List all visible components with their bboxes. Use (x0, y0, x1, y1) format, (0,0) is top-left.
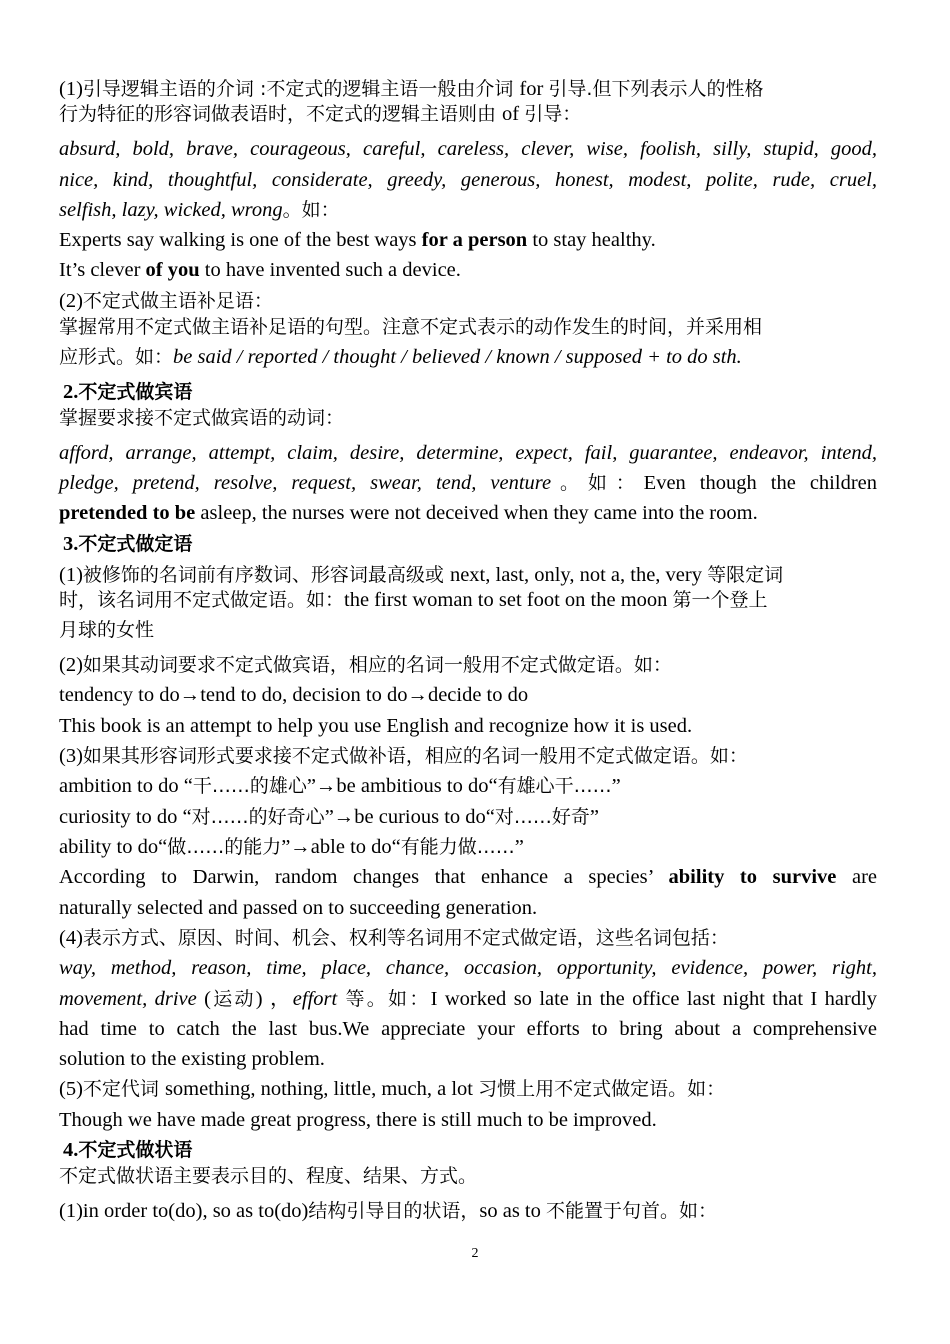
text-line: (4)表示方式、原因、时间、机会、权利等名词用不定式做定语，这些名词包括： (59, 927, 729, 949)
example-sentence: had time to catch the last bus.We appreciate your efforts to bring about a comprehensive (59, 1018, 877, 1040)
example-sentence: Though we have made great progress, there is still much to be improved. (59, 1109, 657, 1131)
example-sentence: It’s clever of you to have invented such a device. (59, 259, 461, 281)
example-sentence: Experts say walking is one of the best ways for a person to stay healthy. (59, 229, 656, 251)
text-line: pledge, pretend, resolve, request, swear, tend, venture。如：Even though the children (59, 472, 877, 494)
text-line: (5)不定代词 something, nothing, little, much, a lot 习惯上用不定式做定语。如： (59, 1078, 726, 1100)
example-sentence: According to Darwin, random changes that enhance a species’ ability to survive are (59, 866, 877, 888)
adjective-list-line: absurd, bold, brave, courageous, careful, careless, clever, wise, foolish, silly, stupid, good, (59, 138, 877, 160)
section-heading: 4.不定式做状语 (63, 1139, 193, 1161)
example-sentence: pretended to be asleep, the nurses were not deceived when they came into the room. (59, 502, 758, 524)
text-line: (2)如果其动词要求不定式做宾语，相应的名词一般用不定式做定语。如： (59, 654, 672, 676)
text-line: selfish, lazy, wicked, wrong。如： (59, 199, 340, 221)
text-line: movement, drive (运动) ，effort 等。如：I worked so late in the office last night that I hardly (59, 988, 878, 1010)
section-heading: 3.不定式做定语 (63, 533, 193, 555)
text-line: (1)in order to(do), so as to(do)结构引导目的状语，so as to 不能置于句首。如： (59, 1200, 718, 1222)
noun-list-line: way, method, reason, time, place, chance, occasion, opportunity, evidence, power, right, (59, 957, 877, 979)
example-sentence: curiosity to do “对……的好奇心”→be curious to do“对……好奇” (59, 806, 600, 828)
text-line: 不定式做状语主要表示目的、程度、结果、方式。 (59, 1165, 478, 1187)
text-line: (1)引导逻辑主语的介词 :不定式的逻辑主语一般由介词 for 引导.但下列表示人的性格 (59, 78, 764, 100)
example-sentence: solution to the existing problem. (59, 1048, 325, 1070)
example-sentence: This book is an attempt to help you use English and recognize how it is used. (59, 715, 693, 737)
text-line: 行为特征的形容词做表语时，不定式的逻辑主语则由 of 引导： (59, 103, 582, 125)
text-line: 掌握常用不定式做主语补足语的句型。注意不定式表示的动作发生的时间，并采用相 (59, 316, 763, 338)
example-sentence: ambition to do “干……的雄心”→be ambitious to do“有雄心干……” (59, 775, 621, 797)
adjective-list-line: nice, kind, thoughtful, considerate, greedy, generous, honest, modest, polite, rude, cruel, (59, 169, 877, 191)
verb-list-line: afford, arrange, attempt, claim, desire, determine, expect, fail, guarantee, endeavor, intend, (59, 442, 877, 464)
example-sentence: naturally selected and passed on to succeeding generation. (59, 897, 538, 919)
section-heading: 2.不定式做宾语 (63, 381, 193, 403)
text-line: 掌握要求接不定式做宾语的动词： (59, 407, 345, 429)
text-line: 应形式。如：be said / reported / thought / believed / known / supposed + to do sth. (59, 346, 742, 368)
text-line: (3)如果其形容词形式要求接不定式做补语，相应的名词一般用不定式做定语。如： (59, 745, 748, 767)
example-sentence: ability to do“做……的能力”→able to do“有能力做……” (59, 836, 524, 858)
text-line: 时，该名词用不定式做定语。如：the first woman to set foot on the moon 第一个登上 (59, 589, 768, 611)
page-number: 2 (471, 1246, 479, 1261)
example-sentence: tendency to do→tend to do, decision to do→decide to do (59, 684, 529, 706)
text-line: 月球的女性 (59, 619, 155, 641)
text-line: (2)不定式做主语补足语： (59, 290, 273, 312)
text-line: (1)被修饰的名词前有序数词、形容词最高级或 next, last, only, not a, the, very 等限定词 (59, 564, 784, 586)
